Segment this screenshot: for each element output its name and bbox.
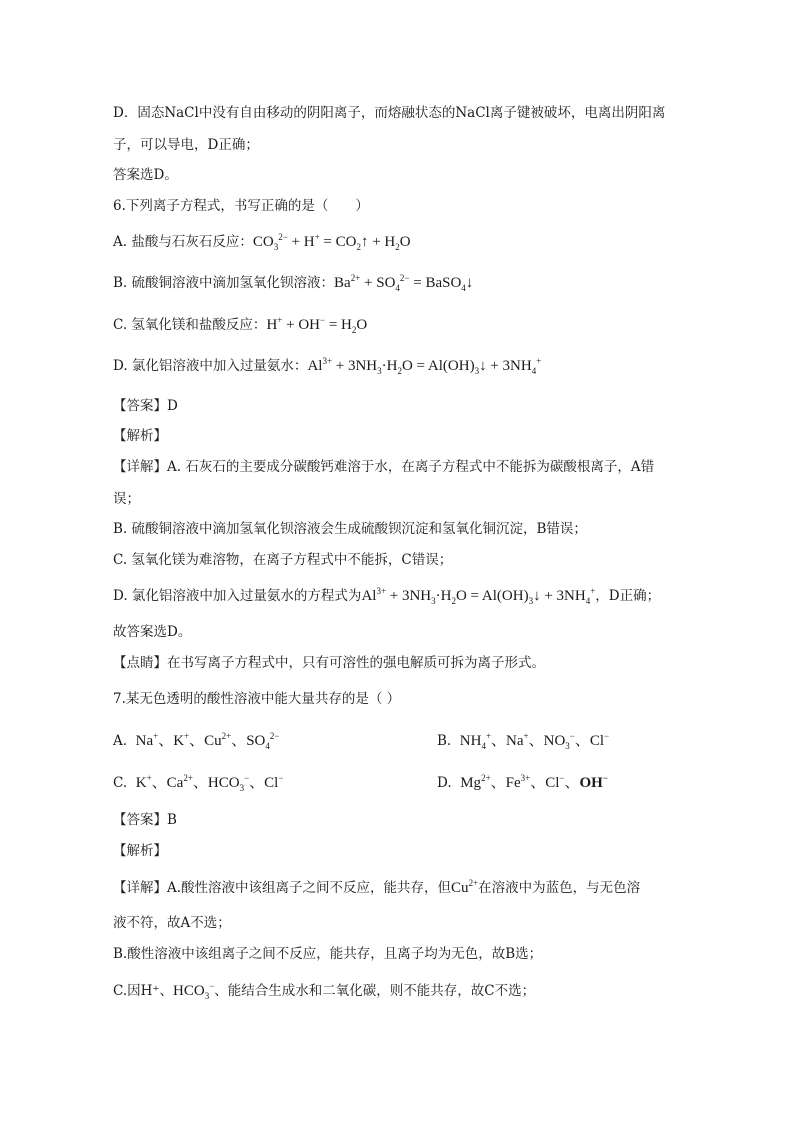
tip-6: 【点睛】在书写离子方程式中，只有可溶性的强电解质可拆为离子形式。 [113, 655, 545, 671]
question-7: 7.某无色透明的酸性溶液中能大量共存的是（ ） [113, 691, 401, 707]
analysis-6-heading: 【解析】 [113, 428, 167, 444]
option-6d: D. 氯化铝溶液中加入过量氨水：$Al^{3+} + 3NH_3\cdot H_2O$ = $Al(OH)_3↓ + 3NH_4^+$ [113, 356, 542, 376]
analysis-7-heading: 【解析】 [113, 843, 167, 859]
text-line: 【详解】A. 石灰石的主要成分碳酸钙难溶于水，在离子方程式中不能拆为碳酸根离子，A错 [113, 459, 655, 475]
text-line: D. 氯化铝溶液中加入过量氨水的方程式为$Al^{3+} + 3NH_3\cdot H_2O$ = $Al(OH)_3↓ + 3NH_4^+$，D正确； [113, 586, 661, 606]
text-line: C.因H⁺、$HCO_3^-$、能结合生成水和二氧化碳，则不能共存，故C不选； [113, 981, 536, 1001]
text-line: B. 硫酸铜溶液中滴加氢氧化钡溶液会生成硫酸钡沉淀和氢氧化铜沉淀，B错误； [113, 521, 587, 537]
text-line: C. 氢氧化镁为难溶物，在离子方程式中不能拆，C错误； [113, 552, 453, 568]
option-6c: C. 氢氧化镁和盐酸反应：$H^+ + OH^- = H_2O$ [113, 315, 368, 335]
text-line: D．固态NaCl中没有自由移动的阴阳离子，而熔融状态的NaCl离子键被破坏，电离出阴阳离 [113, 105, 666, 121]
text-line: 子，可以导电，D正确； [113, 137, 259, 153]
option-6b: B. 硫酸铜溶液中滴加氢氧化钡溶液：$Ba^{2+} + SO_4^{2-}$ = BaSO$_4$↓ [113, 273, 474, 293]
question-6: 6.下列离子方程式，书写正确的是（ ） [113, 198, 369, 214]
text-line: 故答案选D。 [113, 624, 192, 640]
option-6a: A. 盐酸与石灰石反应：$CO_3^{2-} + H^+$ = $CO_2↑ + H_2O$ [113, 232, 411, 252]
option-7b: B. $NH_4^+$、Na+、$NO_3^-$、Cl− [437, 731, 610, 751]
text-line: 误； [113, 491, 140, 507]
text-line: B.酸性溶液中该组离子之间不反应，能共存，且离子均为无色，故B选； [113, 946, 543, 962]
answer-6: 【答案】D [113, 398, 178, 414]
option-7c: C. K+、$Ca^{2+}$、$HCO_3^-$、Cl− [113, 773, 284, 793]
option-7a: A. Na+、K+、$Cu^{2+}$、$SO_4^{2-}$ [113, 731, 280, 751]
text-line: 答案选D。 [113, 167, 178, 183]
text-line: 液不符，故A不选； [113, 915, 231, 931]
answer-7: 【答案】B [113, 812, 177, 828]
text-line: 【详解】A.酸性溶液中该组离子之间不反应，能共存，但$Cu^{2+}$在溶液中为蓝色，与无色溶 [113, 878, 641, 896]
option-7d: D. $Mg^{2+}$、$Fe^{3+}$、Cl−、OH− [437, 773, 608, 791]
